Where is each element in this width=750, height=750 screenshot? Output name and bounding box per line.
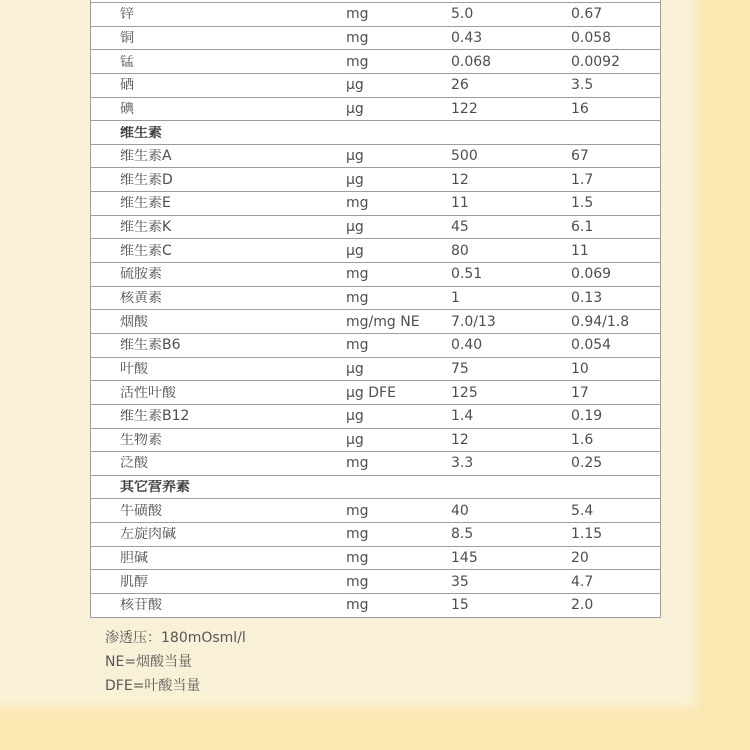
value-col2-cell: 1.15 xyxy=(571,527,603,542)
value-col2-cell: 67 xyxy=(571,149,589,164)
value-col1-cell: 12 xyxy=(451,432,469,447)
value-col2-cell: 0.94/1.8 xyxy=(571,314,630,329)
nutrient-name-cell: 维生素E xyxy=(120,196,171,211)
value-col2-cell: 0.069 xyxy=(571,267,612,282)
section-header-row xyxy=(91,476,660,500)
value-col2-cell: 1.7 xyxy=(571,172,594,187)
nutrient-name-cell: 硒 xyxy=(120,78,134,93)
unit-cell: mg xyxy=(346,598,369,613)
value-col1-cell: 45 xyxy=(451,220,469,235)
nutrient-name-cell: 核苷酸 xyxy=(120,598,162,613)
value-col1-cell: 0.43 xyxy=(451,30,483,45)
value-col2-cell: 2.0 xyxy=(571,598,594,613)
nutrient-name-cell: 锰 xyxy=(120,54,134,69)
unit-cell: μg xyxy=(346,432,364,447)
table-row xyxy=(91,547,660,571)
value-col2-cell: 0.19 xyxy=(571,409,603,424)
nutrient-name-cell: 维生素B6 xyxy=(120,338,181,353)
value-col1-cell: 1 xyxy=(451,291,460,305)
table-row xyxy=(91,570,660,594)
table-row xyxy=(91,594,660,618)
unit-cell: mg xyxy=(346,267,369,282)
value-col1-cell: 7.0/13 xyxy=(451,314,496,329)
table-row xyxy=(91,145,660,169)
table-row xyxy=(91,192,660,216)
unit-cell: μg xyxy=(346,220,364,235)
nutrient-name-cell: 左旋肉碱 xyxy=(120,527,176,542)
value-col1-cell: 11 xyxy=(451,196,469,211)
dfe-definition-note: DFE=叶酸当量 xyxy=(105,678,201,694)
nutrient-name-cell: 维生素C xyxy=(120,243,172,258)
nutrient-name-cell: 生物素 xyxy=(120,432,162,447)
value-col2-cell: 4.7 xyxy=(571,574,594,589)
value-col2-cell: 1.5 xyxy=(571,196,594,211)
value-col2-cell: 0.058 xyxy=(571,30,612,45)
nutrient-name-cell: 胆碱 xyxy=(120,551,148,566)
table-row xyxy=(91,334,660,358)
unit-cell: μg xyxy=(346,149,364,164)
unit-cell: μg xyxy=(346,409,364,424)
table-row xyxy=(91,168,660,192)
value-col1-cell: 500 xyxy=(451,149,478,164)
table-row xyxy=(91,74,660,98)
nutrient-name-cell: 硫胺素 xyxy=(120,267,162,282)
nutrient-name-cell: 维生素A xyxy=(120,149,172,164)
unit-cell: μg xyxy=(346,101,364,116)
nutrient-name-cell: 活性叶酸 xyxy=(120,385,176,400)
nutrient-name-cell: 碘 xyxy=(120,101,134,116)
value-col1-cell: 122 xyxy=(451,101,478,116)
value-col1-cell: 3.3 xyxy=(451,456,474,471)
table-row xyxy=(91,381,660,405)
value-col1-cell: 15 xyxy=(451,598,469,613)
unit-cell: mg/mg NE xyxy=(346,314,420,329)
table-row xyxy=(91,405,660,429)
value-col1-cell: 1.4 xyxy=(451,409,474,424)
table-row xyxy=(91,98,660,122)
unit-cell: μg xyxy=(346,172,364,187)
value-col2-cell: 0.13 xyxy=(571,291,603,305)
nutrient-name-cell: 烟酸 xyxy=(120,314,148,329)
unit-cell: mg xyxy=(346,7,369,22)
nutrition-table xyxy=(90,0,661,618)
footnotes xyxy=(105,626,246,698)
unit-cell: μg xyxy=(346,361,364,376)
table-row xyxy=(91,429,660,453)
nutrient-name-cell: 核黄素 xyxy=(120,291,162,305)
value-col1-cell: 35 xyxy=(451,574,469,589)
value-col2-cell: 16 xyxy=(571,101,589,116)
value-col2-cell: 0.054 xyxy=(571,338,612,353)
value-col2-cell: 0.67 xyxy=(571,7,603,22)
nutrient-name-cell: 泛酸 xyxy=(120,456,148,471)
value-col2-cell: 11 xyxy=(571,243,589,258)
value-col1-cell: 40 xyxy=(451,503,469,518)
ne-definition-note: NE=烟酸当量 xyxy=(105,654,193,670)
nutrient-name-cell: 牛磺酸 xyxy=(120,503,162,518)
unit-cell: μg xyxy=(346,243,364,258)
unit-cell: μg DFE xyxy=(346,385,396,400)
value-col1-cell: 75 xyxy=(451,361,469,376)
unit-cell: mg xyxy=(346,551,369,566)
value-col1-cell: 80 xyxy=(451,243,469,258)
value-col2-cell: 1.6 xyxy=(571,432,594,447)
table-row xyxy=(91,27,660,51)
nutrient-name-cell: 维生素K xyxy=(120,220,172,235)
value-col2-cell: 0.25 xyxy=(571,456,603,471)
nutrient-name-cell: 铜 xyxy=(120,30,134,45)
value-col1-cell: 0.51 xyxy=(451,267,483,282)
value-col2-cell: 3.5 xyxy=(571,78,594,93)
unit-cell: mg xyxy=(346,338,369,353)
nutrition-table-body xyxy=(91,3,660,618)
nutrient-name-cell: 维生素 xyxy=(120,125,162,140)
value-col1-cell: 5.0 xyxy=(451,7,474,22)
value-col2-cell: 17 xyxy=(571,385,589,400)
value-col2-cell: 5.4 xyxy=(571,503,594,518)
nutrient-name-cell: 其它营养素 xyxy=(120,480,190,495)
value-col2-cell: 0.0092 xyxy=(571,54,620,69)
value-col2-cell: 6.1 xyxy=(571,220,594,235)
unit-cell: mg xyxy=(346,503,369,518)
value-col1-cell: 8.5 xyxy=(451,527,474,542)
value-col1-cell: 0.068 xyxy=(451,54,492,69)
nutrient-name-cell: 维生素D xyxy=(120,172,173,187)
table-row xyxy=(91,50,660,74)
table-row xyxy=(91,216,660,240)
value-col2-cell: 20 xyxy=(571,551,589,566)
value-col1-cell: 145 xyxy=(451,551,478,566)
unit-cell: mg xyxy=(346,30,369,45)
table-row xyxy=(91,287,660,311)
unit-cell: mg xyxy=(346,527,369,542)
table-row xyxy=(91,239,660,263)
unit-cell: mg xyxy=(346,196,369,211)
nutrient-name-cell: 叶酸 xyxy=(120,361,148,376)
osmolality-note: 渗透压：180mOsml/l xyxy=(105,630,246,646)
nutrient-name-cell: 维生素B12 xyxy=(120,409,190,424)
value-col1-cell: 0.40 xyxy=(451,338,483,353)
unit-cell: mg xyxy=(346,291,369,305)
unit-cell: mg xyxy=(346,574,369,589)
unit-cell: mg xyxy=(346,456,369,471)
value-col2-cell: 10 xyxy=(571,361,589,376)
table-row xyxy=(91,452,660,476)
table-row xyxy=(91,263,660,287)
section-header-row xyxy=(91,121,660,145)
unit-cell: mg xyxy=(346,54,369,69)
table-row xyxy=(91,3,660,27)
table-row xyxy=(91,358,660,382)
table-row xyxy=(91,523,660,547)
value-col1-cell: 26 xyxy=(451,78,469,93)
unit-cell: μg xyxy=(346,78,364,93)
table-row xyxy=(91,499,660,523)
table-row xyxy=(91,310,660,334)
nutrient-name-cell: 肌醇 xyxy=(120,574,148,589)
value-col1-cell: 12 xyxy=(451,172,469,187)
nutrient-name-cell: 锌 xyxy=(120,7,134,22)
value-col1-cell: 125 xyxy=(451,385,478,400)
